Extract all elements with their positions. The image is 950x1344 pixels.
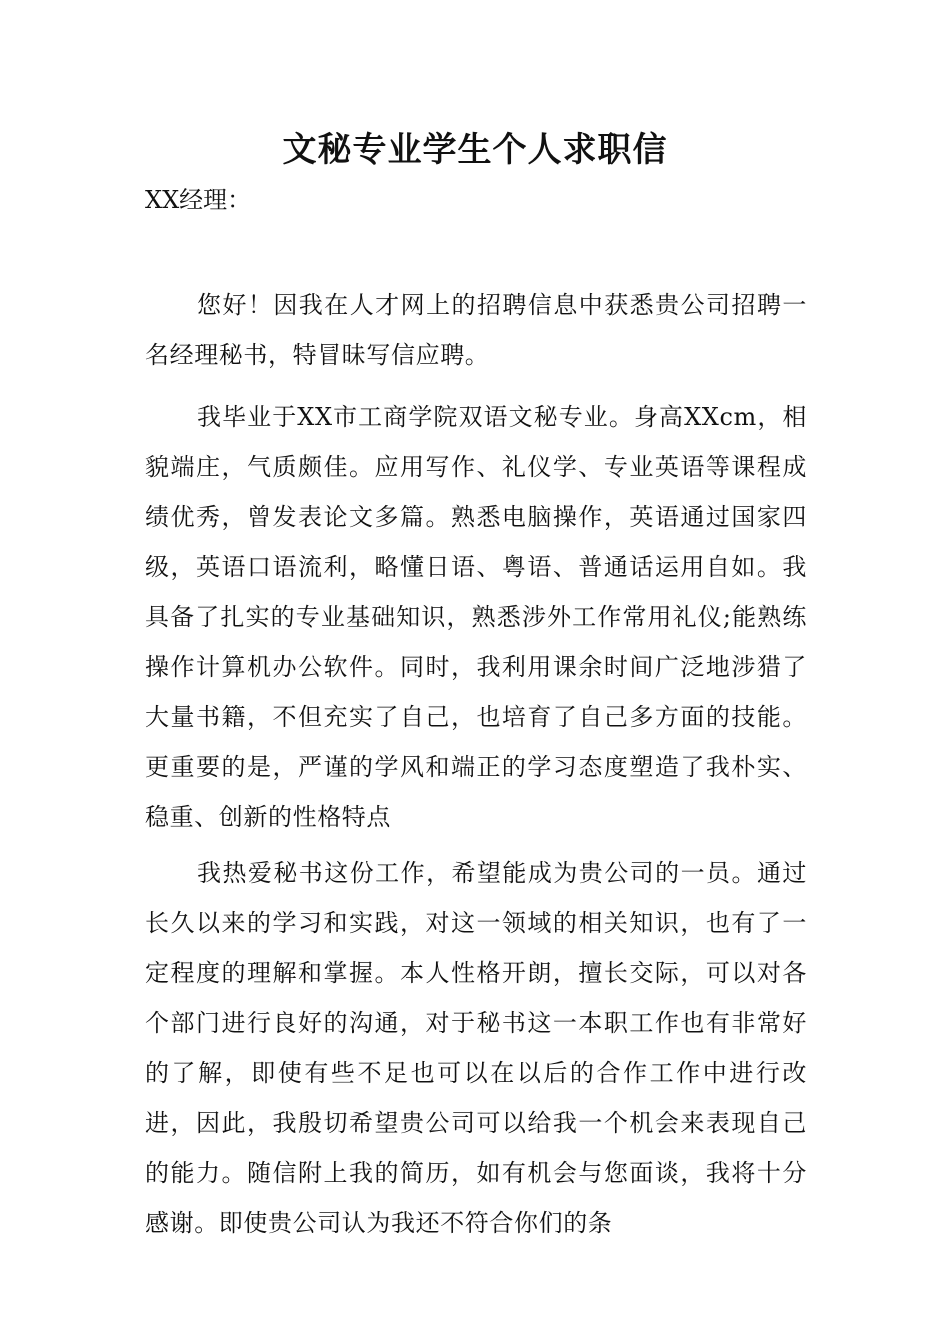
salutation: XX经理：: [145, 186, 252, 214]
paragraph-greeting: 您好！因我在人才网上的招聘信息中获悉贵公司招聘一名经理秘书，特冒昧写信应聘。: [145, 291, 807, 369]
paragraph-motivation: 我热爱秘书这份工作，希望能成为贵公司的一员。通过长久以来的学习和实践，对这一领域的相关知识，也有了一定程度的理解和掌握。本人性格开朗，擅长交际，可以对各个部门进行良好的沟通，对于秘书这一本职工作也有非常好的了解，即使有些不足也可以在以后的合作工作中进行改进，因此，我殷切希望贵公司可以给我一个机会来表现自己的能力。随信附上我的简历，如有机会与您面谈，我将十分感谢。即使贵公司认为我还不符合你们的条: [145, 859, 807, 1237]
letter-body: [145, 280, 807, 1248]
document-title: 文秘专业学生个人求职信: [282, 130, 668, 170]
paragraph-background: 我毕业于XX市工商学院双语文秘专业。身高XXcm，相貌端庄，气质颇佳。应用写作、礼仪学、专业英语等课程成绩优秀，曾发表论文多篇。熟悉电脑操作，英语通过国家四级，英语口语流利，略懂日语、粤语、普通话运用自如。我具备了扎实的专业基础知识，熟悉涉外工作常用礼仪;能熟练操作计算机办公软件。同时，我利用课余时间广泛地涉猎了大量书籍，不但充实了自己，也培育了自己多方面的技能。更重要的是，严谨的学风和端正的学习态度塑造了我朴实、稳重、创新的性格特点: [145, 403, 807, 831]
